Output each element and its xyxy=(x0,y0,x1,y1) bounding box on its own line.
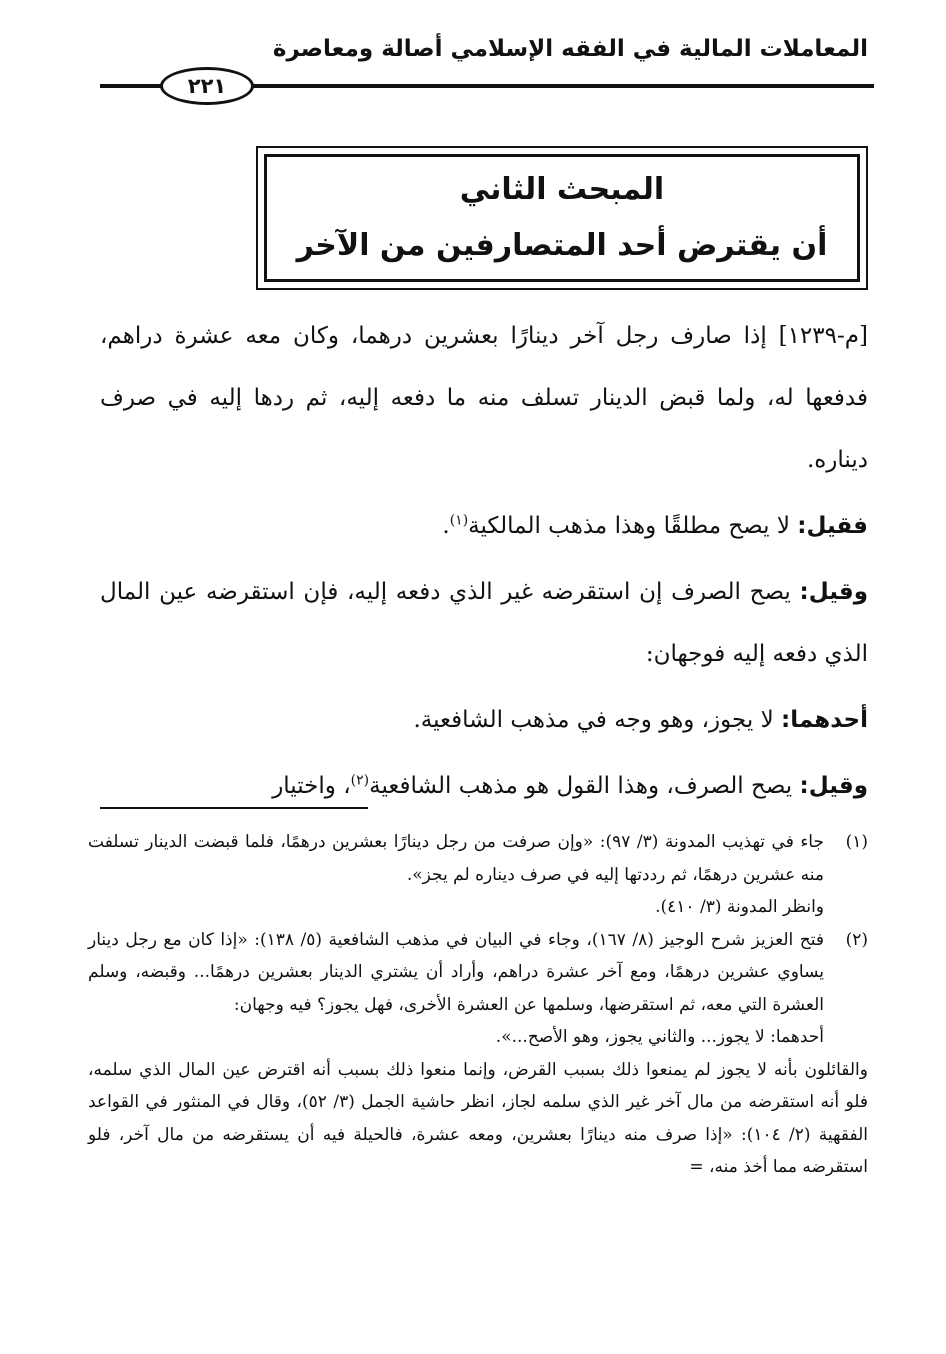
footnote-2-quote: فتح العزيز شرح الوجيز (٨/ ١٦٧)، وجاء في البيان في مذهب الشافعية (٥/ ١٣٨): «إذا كان مع رجل دينار يساوي عشرين درهمًا، ومع آخر عشرة دراهم، وأراد أن يشتري الدينار بعشرين درهمًا... وقبضه، وسلم العشرة التي معه، ثم استقرضها، وسلمها عن العشرة الأخرى، فهل يجوز؟ فيه وجهان: xyxy=(88,929,825,1015)
page-number xyxy=(160,67,254,105)
paragraph-2-end: . xyxy=(442,513,450,539)
paragraph-4-lead: أحدهما: xyxy=(781,707,868,733)
paragraph-5-end: ، واختيار xyxy=(272,773,351,799)
footnotes xyxy=(88,826,868,1184)
paragraph-2-text: لا يصح مطلقًا وهذا مذهب المالكية xyxy=(468,513,798,539)
paragraph-2-lead: فقيل: xyxy=(797,513,868,539)
footnote-2-body xyxy=(88,924,824,1054)
footnote-2-quote-cont: أحدهما: لا يجوز... والثاني يجوز، وهو الأصح...». xyxy=(495,1027,824,1047)
footnote-2-number: (٢) xyxy=(845,929,868,950)
body-text xyxy=(100,305,868,817)
paragraph-3-lead: وقيل: xyxy=(799,579,868,605)
paragraph-4-text: لا يجوز، وهو وجه في مذهب الشافعية. xyxy=(413,707,782,733)
paragraph-4 xyxy=(100,689,868,751)
section-title-line1: المبحث الثاني xyxy=(459,172,665,207)
footnote-ref-2[interactable]: (٢) xyxy=(350,772,370,789)
footnote-ref-1[interactable]: (١) xyxy=(449,512,469,529)
paragraph-3-text: يصح الصرف إن استقرضه غير الذي دفعه إليه، فإن استقرضه عين المال الذي دفعه إليه فوجهان: xyxy=(100,579,868,667)
footnote-2-continuation xyxy=(88,1054,868,1184)
footnote-1-text: جاء في تهذيب المدونة (٣/ ٩٧): «وإن صرفت من رجل دينارًا بعشرين درهمًا، فلما قبضت الدينار تسلفت منه عشرين درهمًا، ثم رددتها إليه في صرف ديناره لم يجز». xyxy=(88,832,824,885)
footnote-1-see-also: وانظر المدونة (٣/ ٤١٠). xyxy=(655,897,824,917)
footnote-1-number: (١) xyxy=(845,832,868,852)
footnote-separator xyxy=(100,807,368,809)
footnote-1-body xyxy=(88,826,824,924)
paragraph-5-lead: وقيل: xyxy=(799,773,868,799)
footnote-1 xyxy=(88,826,868,924)
footnote-2 xyxy=(88,924,868,1054)
footnote-2-commentary: والقائلون بأنه لا يجوز لم يمنعوا ذلك بسبب القرض، وإنما منعوا ذلك بسبب أنه اقترض عين المال الذي سلمه، فلو أنه استقرضه من مال آخر غير الذي سلمه لجاز، انظر حاشية الجمل (٣/ ٥٢)، وقال في المنثور في القواعد الفقهية (٢/ ١٠٤): «إذا صرف منه دينارًا بعشرين، ومعه عشرة، فالحيلة فيه أن يستقرضه من مال آخر، فلو استقرضه مما أخذ منه، = xyxy=(88,1059,869,1177)
running-title: المعاملات المالية في الفقه الإسلامي أصالة ومعاصرة xyxy=(272,36,868,62)
section-title-box xyxy=(256,146,868,290)
paragraph-3 xyxy=(100,561,868,685)
section-title-inner xyxy=(264,154,860,282)
paragraph-5-text: يصح الصرف، وهذا القول هو مذهب الشافعية xyxy=(369,773,800,799)
paragraph-1: [م-١٢٣٩] إذا صارف رجل آخر دينارًا بعشرين درهما، وكان معه عشرة دراهم، فدفعها له، ولما قبض الدينار تسلف منه ما دفعه إليه، ثم ردها إليه في صرف ديناره. xyxy=(100,323,868,473)
paragraph-2 xyxy=(100,495,868,557)
section-title-line2: أن يقترض أحد المتصارفين من الآخر xyxy=(296,228,828,263)
page-number-text: ٢٢١ xyxy=(187,74,227,98)
